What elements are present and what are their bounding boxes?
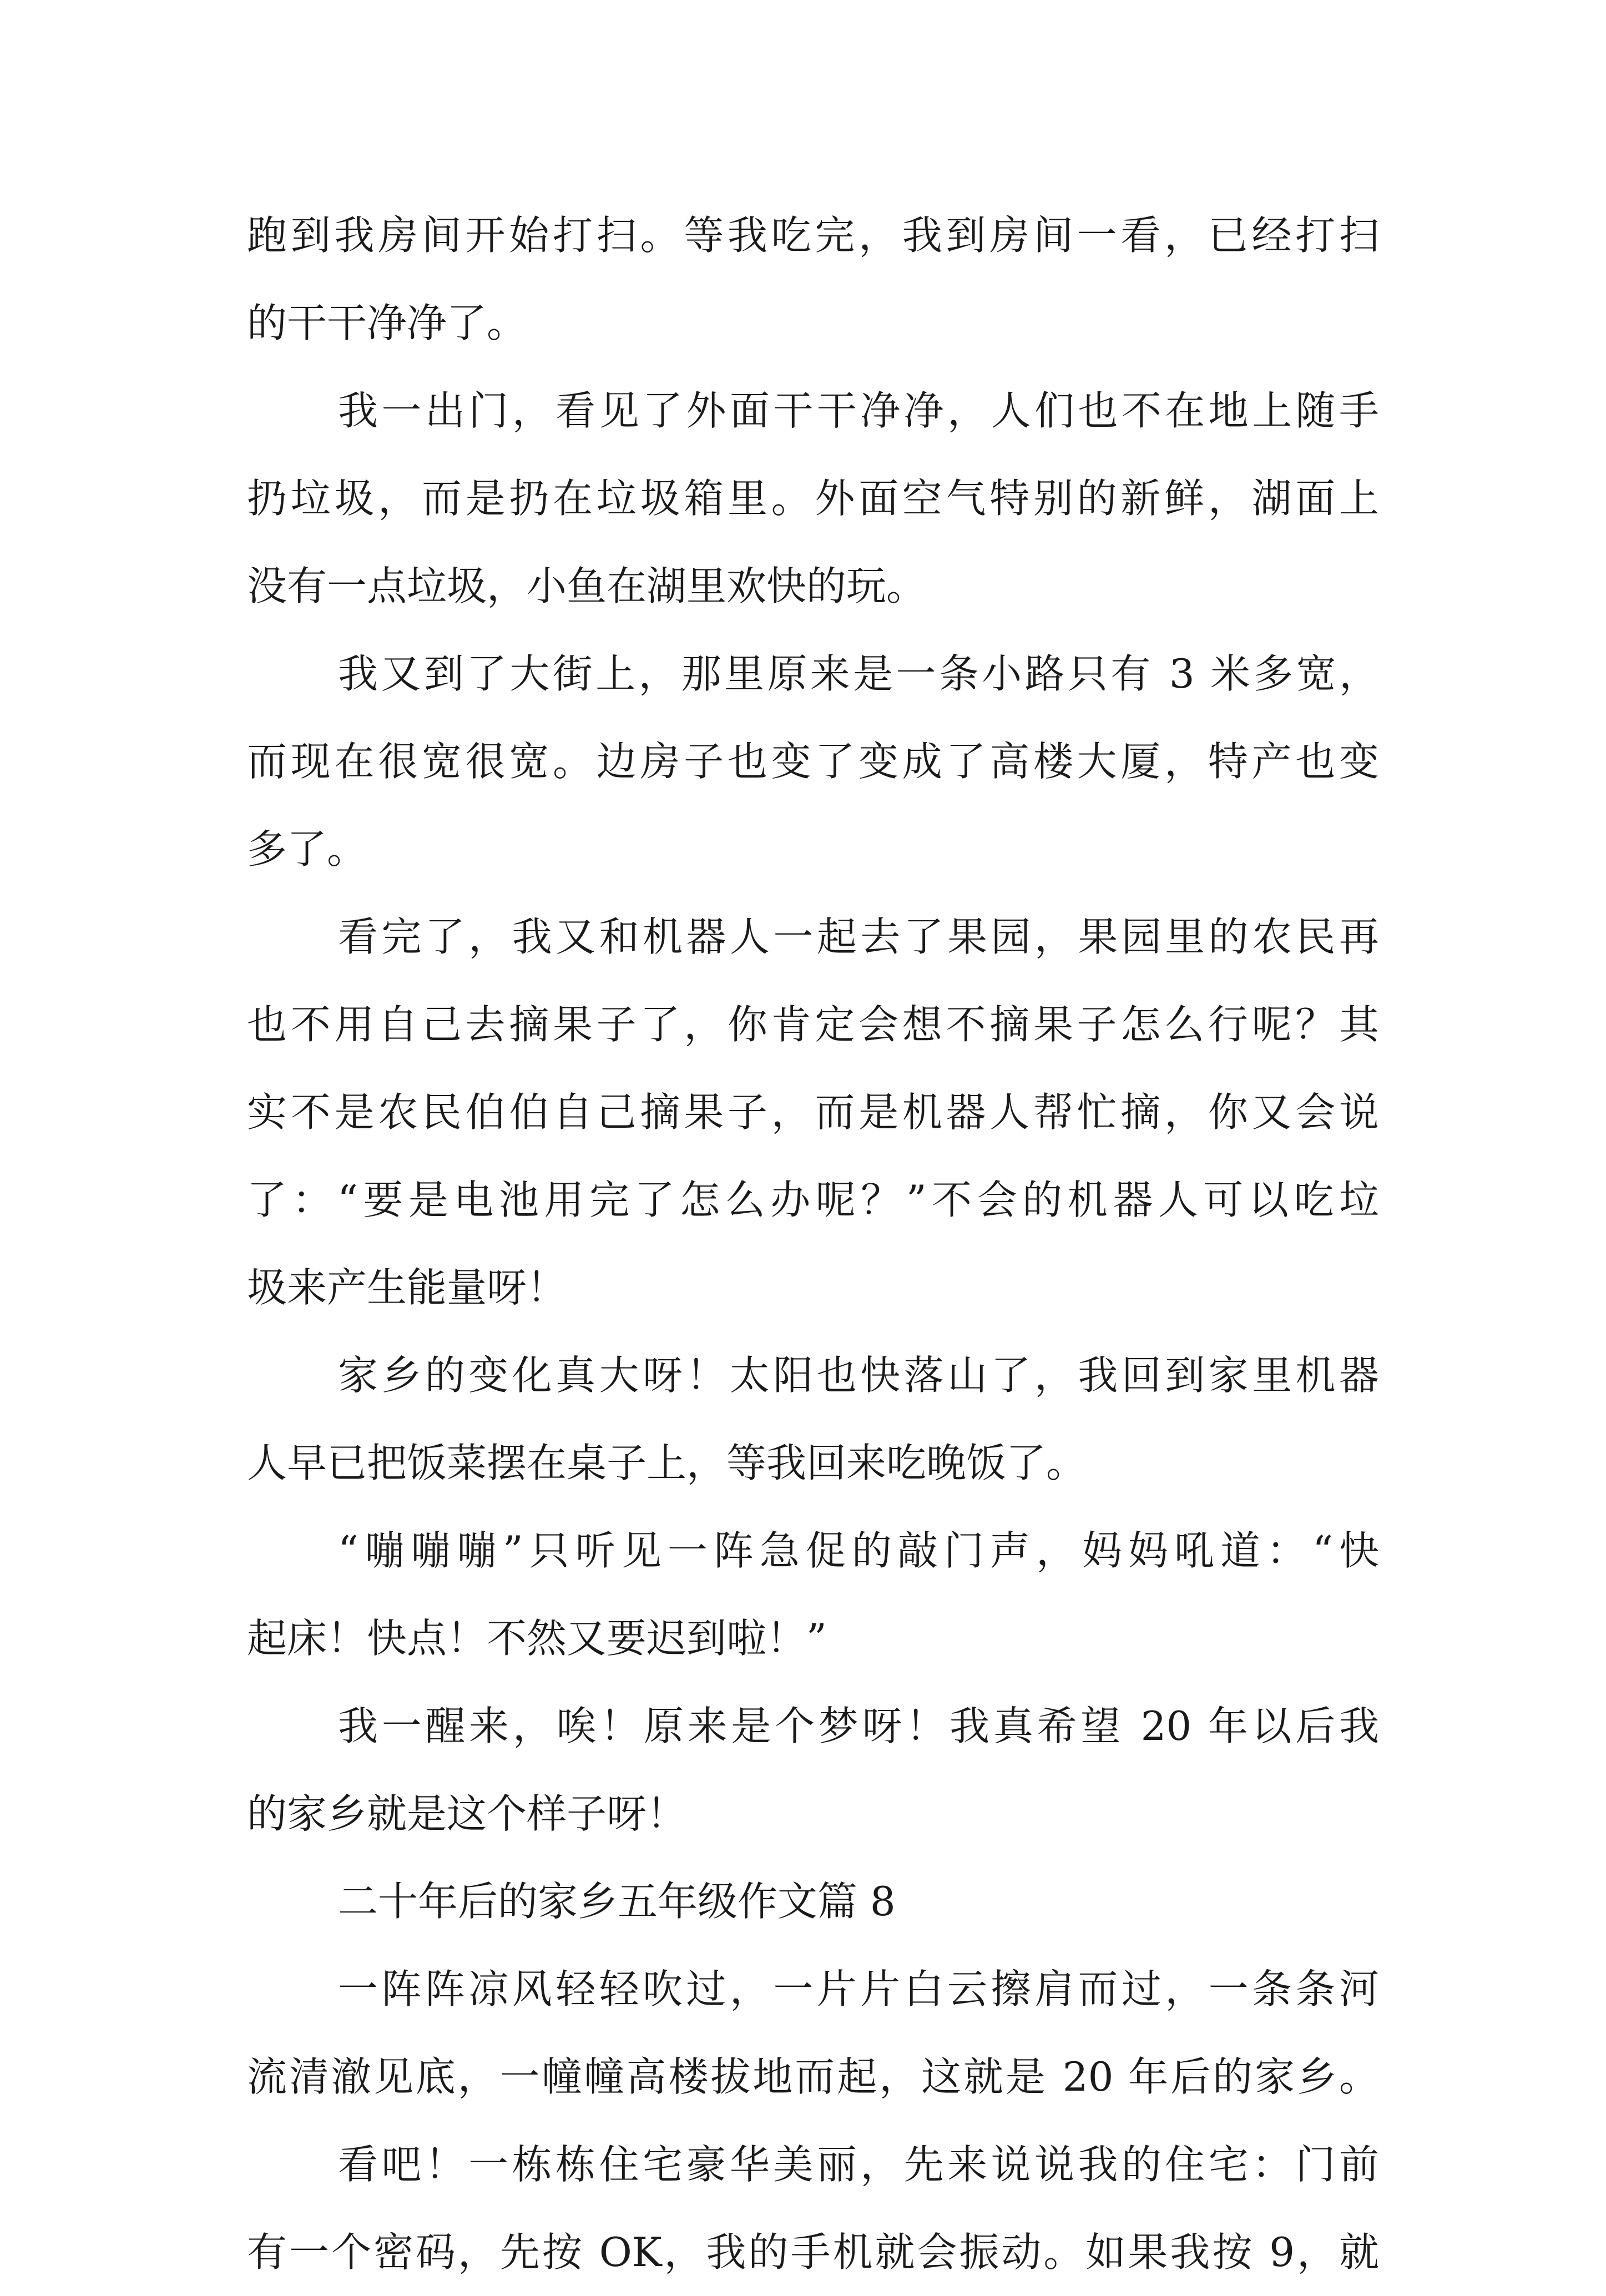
text-line: 也不用自己去摘果子了，你肯定会想不摘果子怎么行呢？其	[247, 1001, 1379, 1048]
text-line: 人早已把饭菜摆在桌子上，等我回来吃晚饭了。	[247, 1440, 1087, 1486]
section-heading: 二十年后的家乡五年级作文篇 8	[338, 1878, 896, 1925]
paragraph-start-line: 看吧！一栋栋住宅豪华美丽，先来说说我的住宅：门前	[338, 2141, 1379, 2188]
text-line: 的干干净净了。	[247, 300, 527, 346]
text-line: 实不是农民伯伯自己摘果子，而是机器人帮忙摘，你又会说	[247, 1089, 1379, 1136]
text-line: 了：“要是电池用完了怎么办呢？”不会的机器人可以吃垃	[247, 1177, 1379, 1223]
text-line: 扔垃圾，而是扔在垃圾箱里。外面空气特别的新鲜，湖面上	[247, 475, 1379, 522]
text-line: 而现在很宽很宽。边房子也变了变成了高楼大厦，特产也变	[247, 738, 1379, 785]
paragraph-start-line: 我一出门，看见了外面干干净净，人们也不在地上随手	[338, 387, 1379, 434]
paragraph-start-line: 我又到了大街上，那里原来是一条小路只有 3 米多宽，	[338, 650, 1379, 697]
paragraph-start-line: 我一醒来，唉！原来是个梦呀！我真希望 20 年以后我	[338, 1703, 1379, 1749]
text-line: 多了。	[247, 826, 367, 872]
text-line: 跑到我房间开始打扫。等我吃完，我到房间一看，已经打扫	[247, 212, 1379, 259]
text-line: 有一个密码，先按 OK，我的手机就会振动。如果我按 9，就	[247, 2229, 1379, 2275]
text-line: 流清澈见底，一幢幢高楼拔地而起，这就是 20 年后的家乡。	[247, 2053, 1379, 2100]
paragraph-start-line: 家乡的变化真大呀！太阳也快落山了，我回到家里机器	[338, 1352, 1379, 1399]
text-line: 的家乡就是这个样子呀！	[247, 1790, 687, 1837]
text-line: 起床！快点！不然又要迟到啦！”	[247, 1615, 827, 1662]
paragraph-start-line: 一阵阵凉风轻轻吹过，一片片白云擦肩而过，一条条河	[338, 1966, 1379, 2012]
paragraph-start-line: “嘣嘣嘣”只听见一阵急促的敲门声，妈妈吼道：“快	[338, 1527, 1379, 1574]
paragraph-start-line: 看完了，我又和机器人一起去了果园，果园里的农民再	[338, 914, 1379, 960]
text-line: 圾来产生能量呀！	[247, 1264, 567, 1311]
document-page	[247, 191, 1379, 2296]
text-line: 没有一点垃圾，小鱼在湖里欢快的玩。	[247, 563, 927, 609]
